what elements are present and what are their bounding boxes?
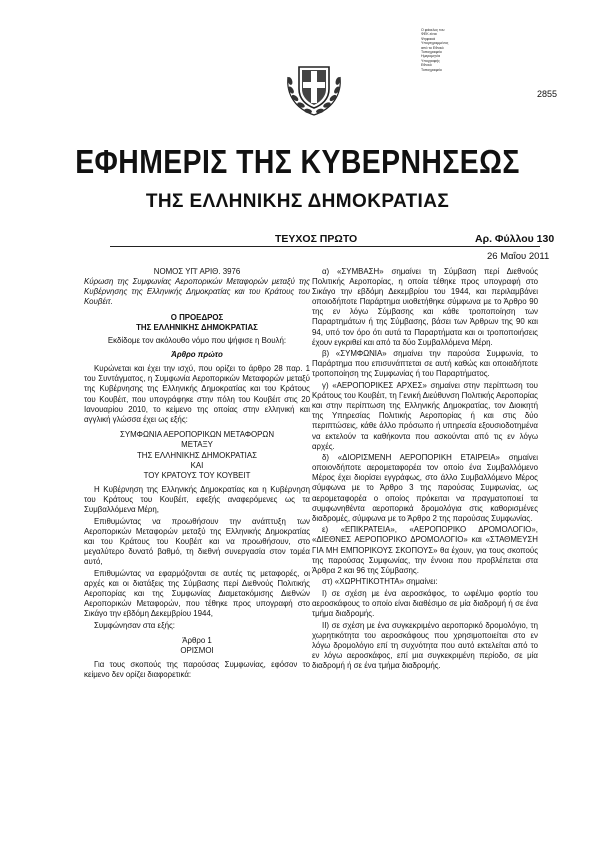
digital-signature-note: Ο φάκελος του ΦΕΚ είναι Ψηφιακά Υπογεγραμμένος από το Εθνικό Τυπογραφείο Ημερομηνία Υπογραφής Εθνικό Τυπογραφείο <box>421 28 449 72</box>
paragraph: Συμφώνησαν στα εξής: <box>94 620 175 630</box>
article-1-heading: Άρθρο 1 <box>182 636 212 646</box>
header-rule <box>110 246 540 247</box>
law-title: Κύρωση της Συμφωνίας Αεροπορικών Μεταφορών μεταξύ της Κυβέρνησης της Ελληνικής Δημοκρατίας και του Κράτους του Κουβέιτ. <box>84 277 310 307</box>
agreement-title-2: ΜΕΤΑΞΥ <box>181 440 213 450</box>
president-heading: Ο ΠΡΟΕΔΡΟΣ <box>170 312 224 322</box>
definition-b: β) «ΣΥΜΦΩΝΙΑ» σημαίνει την παρούσα Συμφωνία, το Παράρτημα που επισυνάπτεται σε αυτή καθώς και οποιαδήποτε τροποποίηση της Συμφωνίας ή του Παραρτήματος. <box>312 349 538 379</box>
right-column <box>312 267 538 673</box>
sheet-number: Αρ. Φύλλου 130 <box>475 233 555 245</box>
agreement-title-4: ΚΑΙ <box>190 460 204 470</box>
agreement-title-1: ΣΥΜΦΩΝΙΑ ΑΕΡΟΠΟΡΙΚΩΝ ΜΕΤΑΦΟΡΩΝ <box>119 430 275 440</box>
paragraph: Επιθυμώντας να εφαρμόζονται σε αυτές τις μεταφορές, οι αρχές και οι διατάξεις της Σύμβασης περί Διεθνούς Πολιτικής Αεροπορίας και της Συμφωνίας Διαμετακόμισης Διεθνών Αεροπορικών Μεταφορών, που τέθηκε προς υπογραφή στο Σικάγο την εβδόμη Δεκεμβρίου 1944, <box>84 568 310 618</box>
issue-date: 26 Μαΐου 2011 <box>487 251 550 262</box>
definition-e: ε) «ΕΠΙΚΡΑΤΕΙΑ», «ΑΕΡΟΠΟΡΙΚΟ ΔΡΟΜΟΛΟΓΙΟ», «ΔΙΕΘΝΕΣ ΑΕΡΟΠΟΡΙΚΟ ΔΡΟΜΟΛΟΓΙΟ» και «ΣΤΑΘΜΕΥΣΗ ΓΙΑ ΜΗ ΕΜΠΟΡΙΚΟΥΣ ΣΚΟΠΟΥΣ» θα έχουν, για τους σκοπούς της παρούσας Συμφωνίας, την έννοια που προβλέπεται στα Άρθρα 2 και 96 της Σύμβασης. <box>312 525 538 575</box>
enactment-line: Εκδίδομε τον ακόλουθο νόμο που ψήφισε η Βουλή: <box>107 336 287 346</box>
paragraph: Επιθυμώντας να προωθήσουν την ανάπτυξη των Αεροπορικών Μεταφορών μεταξύ της Ελληνικής Δημοκρατίας και του Κράτους του Κουβέιτ και να προωθήσουν, στο μεγαλύτερο δυνατό βαθμό, τη διεθνή συνεργασία στον τομέα αυτό, <box>84 516 310 566</box>
agreement-title-3: ΤΗΣ ΕΛΛΗΝΙΚΗΣ ΔΗΜΟΚΡΑΤΙΑΣ <box>136 450 258 460</box>
page-number: 2855 <box>537 89 558 99</box>
left-column <box>84 267 310 682</box>
definition-f: στ) «ΧΩΡΗΤΙΚΟΤΗΤΑ» σημαίνει: <box>322 577 438 587</box>
definition-f-2: ΙΙ) σε σχέση με ένα συγκεκριμένο αεροπορικό δρομολόγιο, τη χωρητικότητα του αεροσκάφους που χρησιμοποιείται στο εν λόγω δρομολόγιο επί τη συχνότητα που αυτό εκτελείται από το εν λόγω αεροσκάφος, επί μια συγκεκριμένη περίοδο, σε μία διαδρομή ή σε ένα τμήμα διαδρομής. <box>312 620 538 671</box>
definition-f-1: Ι) σε σχέση με ένα αεροσκάφος, το ωφέλιμο φορτίο του αεροσκάφους το οποίο είναι διαθέσιμο σε μία διαδρομή ή σε ένα τμήμα διαδρομής. <box>312 588 538 619</box>
agreement-title-5: ΤΟΥ ΚΡΑΤΟΥΣ ΤΟΥ ΚΟΥΒΕΙΤ <box>143 470 251 480</box>
paragraph: Για τους σκοπούς της παρούσας Συμφωνίας, εφόσον το κείμενο δεν ορίζει διαφορετικά: <box>84 660 310 680</box>
president-heading-2: ΤΗΣ ΕΛΛΗΝΙΚΗΣ ΔΗΜΟΚΡΑΤΙΑΣ <box>136 322 258 332</box>
definition-c: γ) «ΑΕΡΟΠΟΡΙΚΕΣ ΑΡΧΕΣ» σημαίνει στην περίπτωση του Κράτους του Κουβέιτ, τη Γενική Διεύθυνση Πολιτικής Αεροπορίας και στην περίπτωση της Ελληνικής Δημοκρατίας, τον Διοικητή της Υπηρεσίας Πολιτικής Αεροπορίας ή και στις δύο περιπτώσεις, κάθε άλλο πρόσωπο ή υπηρεσία εξουσιοδοτημένα να εκτελούν τα καθήκοντα που ασκούνται από τις εν λόγω αρχές. <box>312 381 538 451</box>
article-1-title: ΟΡΙΣΜΟΙ <box>180 646 214 656</box>
definition-a: α) «ΣΥΜΒΑΣΗ» σημαίνει τη Σύμβαση περί Διεθνούς Πολιτικής Αεροπορίας, η οποία τέθηκε προς υπογραφή στο Σικάγο την εβδόμη Δεκεμβρίου του 1944, και περιλαμβάνει οποιοδήποτε Παράρτημα υιοθετήθηκε σύμφωνα με το Άρθρο 90 της εν λόγω Σύμβασης και κάθε τροποποίηση των Παραρτημάτων ή της Σύμβασης, βάσει των Άρθρων της 90 και 94, υπό τον όρο ότι αυτά τα Παραρτήματα και οι τροποποιήσεις έχουν εγκριθεί και από τα δύο Συμβαλλόμενα Μέρη. <box>312 267 538 347</box>
definition-d: δ) «ΔΙΟΡΙΣΜΕΝΗ ΑΕΡΟΠΟΡΙΚΗ ΕΤΑΙΡΕΙΑ» σημαίνει οποιονδήποτε αερομεταφορέα τον οποίο ένα Συμβαλλόμενο Μέρος έχει διορίσει εγγράφως, στο άλλο Συμβαλλόμενο Μέρος σύμφωνα με το Άρθρο 3 της παρούσας Συμφωνίας, ως αερομεταφορέα ο οποίος πρόκειται να πραγματοποιεί τα συμφωνηθέντα αεροπορικά δρομολόγια στις καθορισμένες διαδρομές, σύμφωνα με το Άρθρο 2 της παρούσας Συμφωνίας. <box>312 453 538 523</box>
law-number: ΝΟΜΟΣ ΥΠ' ΑΡΙΘ. 3976 <box>153 267 241 276</box>
paragraph: Κυρώνεται και έχει την ισχύ, που ορίζει το άρθρο 28 παρ. 1 του Συντάγματος, η Συμφωνία Αεροπορικών Μεταφορών μεταξύ της Κυβέρνησης της Ελληνικής Δημοκρατίας και του Κράτους του Κουβέιτ, που υπογράφηκε στην πόλη του Κουβέιτ στις 20 Ιανουαρίου 2010, το κείμενο της οποίας στην ελληνική και αγγλική γλώσσα έχει ως εξής: <box>84 364 310 424</box>
issue-label: ΤΕΥΧΟΣ ΠΡΩΤΟ <box>275 233 358 245</box>
gazette-title: ΕΦΗΜΕΡΙΣ ΤΗΣ ΚΥΒΕΡΝΗΣΕΩΣ <box>75 143 520 180</box>
coat-of-arms-icon <box>282 55 346 119</box>
article-first-heading: Άρθρο πρώτο <box>171 350 223 360</box>
paragraph: Η Κυβέρνηση της Ελληνικής Δημοκρατίας και η Κυβέρνηση του Κράτους του Κουβέιτ, εφεξής αναφερόμενες ως τα Συμβαλλόμενα Μέρη, <box>84 484 310 514</box>
gazette-subtitle: ΤΗΣ ΕΛΛΗΝΙΚΗΣ ΔΗΜΟΚΡΑΤΙΑΣ <box>145 191 450 212</box>
